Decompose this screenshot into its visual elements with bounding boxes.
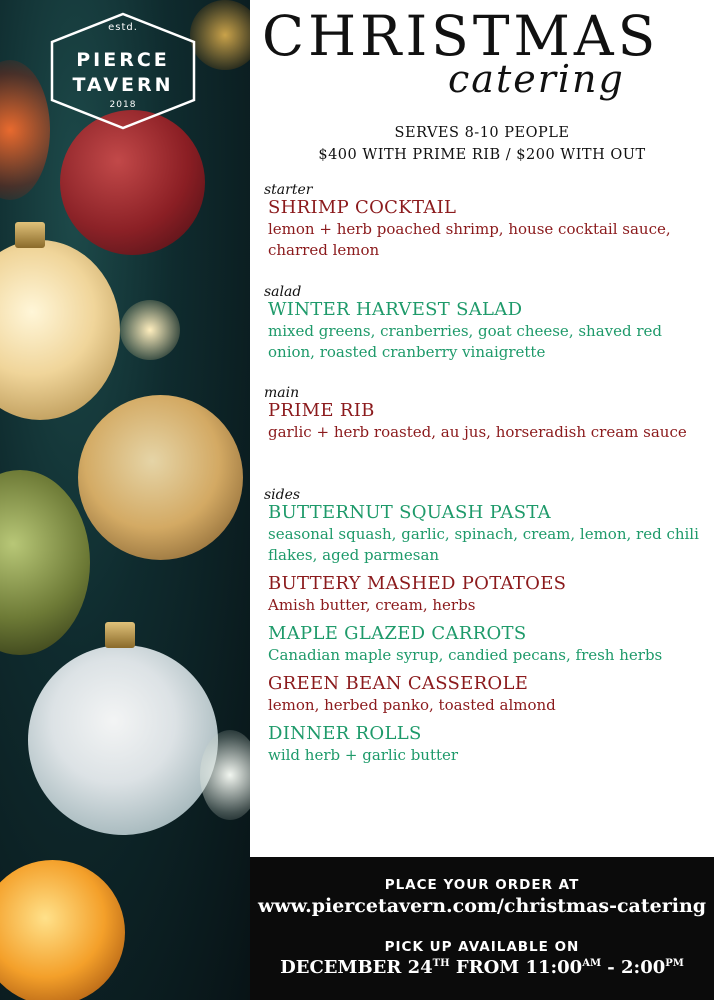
ornament-cap (105, 622, 135, 648)
section-sides (264, 487, 708, 766)
logo-name-line2: TAVERN (72, 74, 174, 96)
order-footer (250, 857, 714, 1000)
dish-description: Amish butter, cream, herbs (268, 596, 476, 614)
page-title: CHRISTMAS (262, 4, 660, 68)
menu-item (268, 400, 708, 443)
pm-suffix: PM (665, 958, 684, 969)
section-main (264, 385, 708, 443)
dish-name: GREEN BEAN CASSEROLE (268, 673, 529, 694)
dish-name: PRIME RIB (268, 400, 375, 421)
dish-name: WINTER HARVEST SALAD (268, 299, 523, 320)
am-suffix: AM (582, 958, 602, 969)
dish-name: BUTTERNUT SQUASH PASTA (268, 502, 551, 523)
pickup-end: - 2:00 (601, 957, 666, 978)
ornament-cap (15, 222, 45, 248)
bokeh-light (120, 300, 180, 360)
dish-description: garlic + herb roasted, au jus, horseradish cream sauce (268, 423, 687, 441)
bokeh-light (78, 395, 243, 560)
course-label: salad (264, 284, 302, 300)
order-label: PLACE YOUR ORDER AT (384, 877, 580, 893)
white-ornament (28, 645, 218, 835)
menu-item (268, 573, 708, 616)
pickup-date-day: DECEMBER 24 (280, 957, 433, 978)
dish-name: DINNER ROLLS (268, 723, 422, 744)
menu-item (268, 502, 708, 566)
page-subtitle: catering (448, 57, 625, 101)
date-ordinal: TH (432, 958, 450, 969)
dish-name: BUTTERY MASHED POTATOES (268, 573, 567, 594)
red-ornament (60, 110, 205, 255)
dish-description: Canadian maple syrup, candied pecans, fresh herbs (268, 646, 663, 664)
menu-item (268, 299, 708, 363)
course-label: starter (264, 182, 313, 198)
dish-description: mixed greens, cranberries, goat cheese, shaved red onion, roasted cranberry vinaigrette (268, 322, 663, 361)
serves-info (250, 122, 714, 166)
menu-item (268, 623, 708, 666)
serves-count: SERVES 8-10 PEOPLE (394, 125, 570, 141)
dish-description: lemon, herbed panko, toasted almond (268, 696, 556, 714)
course-label: main (264, 385, 300, 401)
menu-item (268, 723, 708, 766)
menu-item (268, 673, 708, 716)
dish-name: MAPLE GLAZED CARROTS (268, 623, 527, 644)
gold-ornament (0, 240, 120, 420)
green-ornament (0, 470, 90, 655)
dish-description: seasonal squash, garlic, spinach, cream, lemon, red chili flakes, aged parmesan (268, 525, 699, 564)
course-label: sides (264, 487, 301, 503)
pickup-date (250, 957, 714, 978)
menu-content (250, 0, 714, 855)
bokeh-light (200, 730, 250, 820)
bokeh-light (190, 0, 250, 70)
pierce-tavern-logo (48, 12, 198, 130)
logo-estd: estd. (108, 22, 138, 33)
pickup-label: PICK UP AVAILABLE ON (384, 939, 580, 955)
logo-year: 2018 (109, 100, 137, 110)
pickup-start: FROM 11:00 (449, 957, 583, 978)
dish-name: SHRIMP COCKTAIL (268, 197, 457, 218)
section-salad (264, 284, 708, 363)
orange-ornament (0, 860, 125, 1000)
dish-description: wild herb + garlic butter (268, 746, 459, 764)
section-starter (264, 182, 708, 261)
order-url-link[interactable]: www.piercetavern.com/christmas-catering (257, 895, 707, 917)
logo-name-line1: PIERCE (76, 49, 170, 71)
ornament-photo (0, 0, 250, 1000)
price-info: $400 WITH PRIME RIB / $200 WITH OUT (318, 147, 646, 163)
dish-description: lemon + herb poached shrimp, house cocktail sauce, charred lemon (268, 220, 671, 259)
menu-item (268, 197, 708, 261)
bokeh-light (0, 60, 50, 200)
